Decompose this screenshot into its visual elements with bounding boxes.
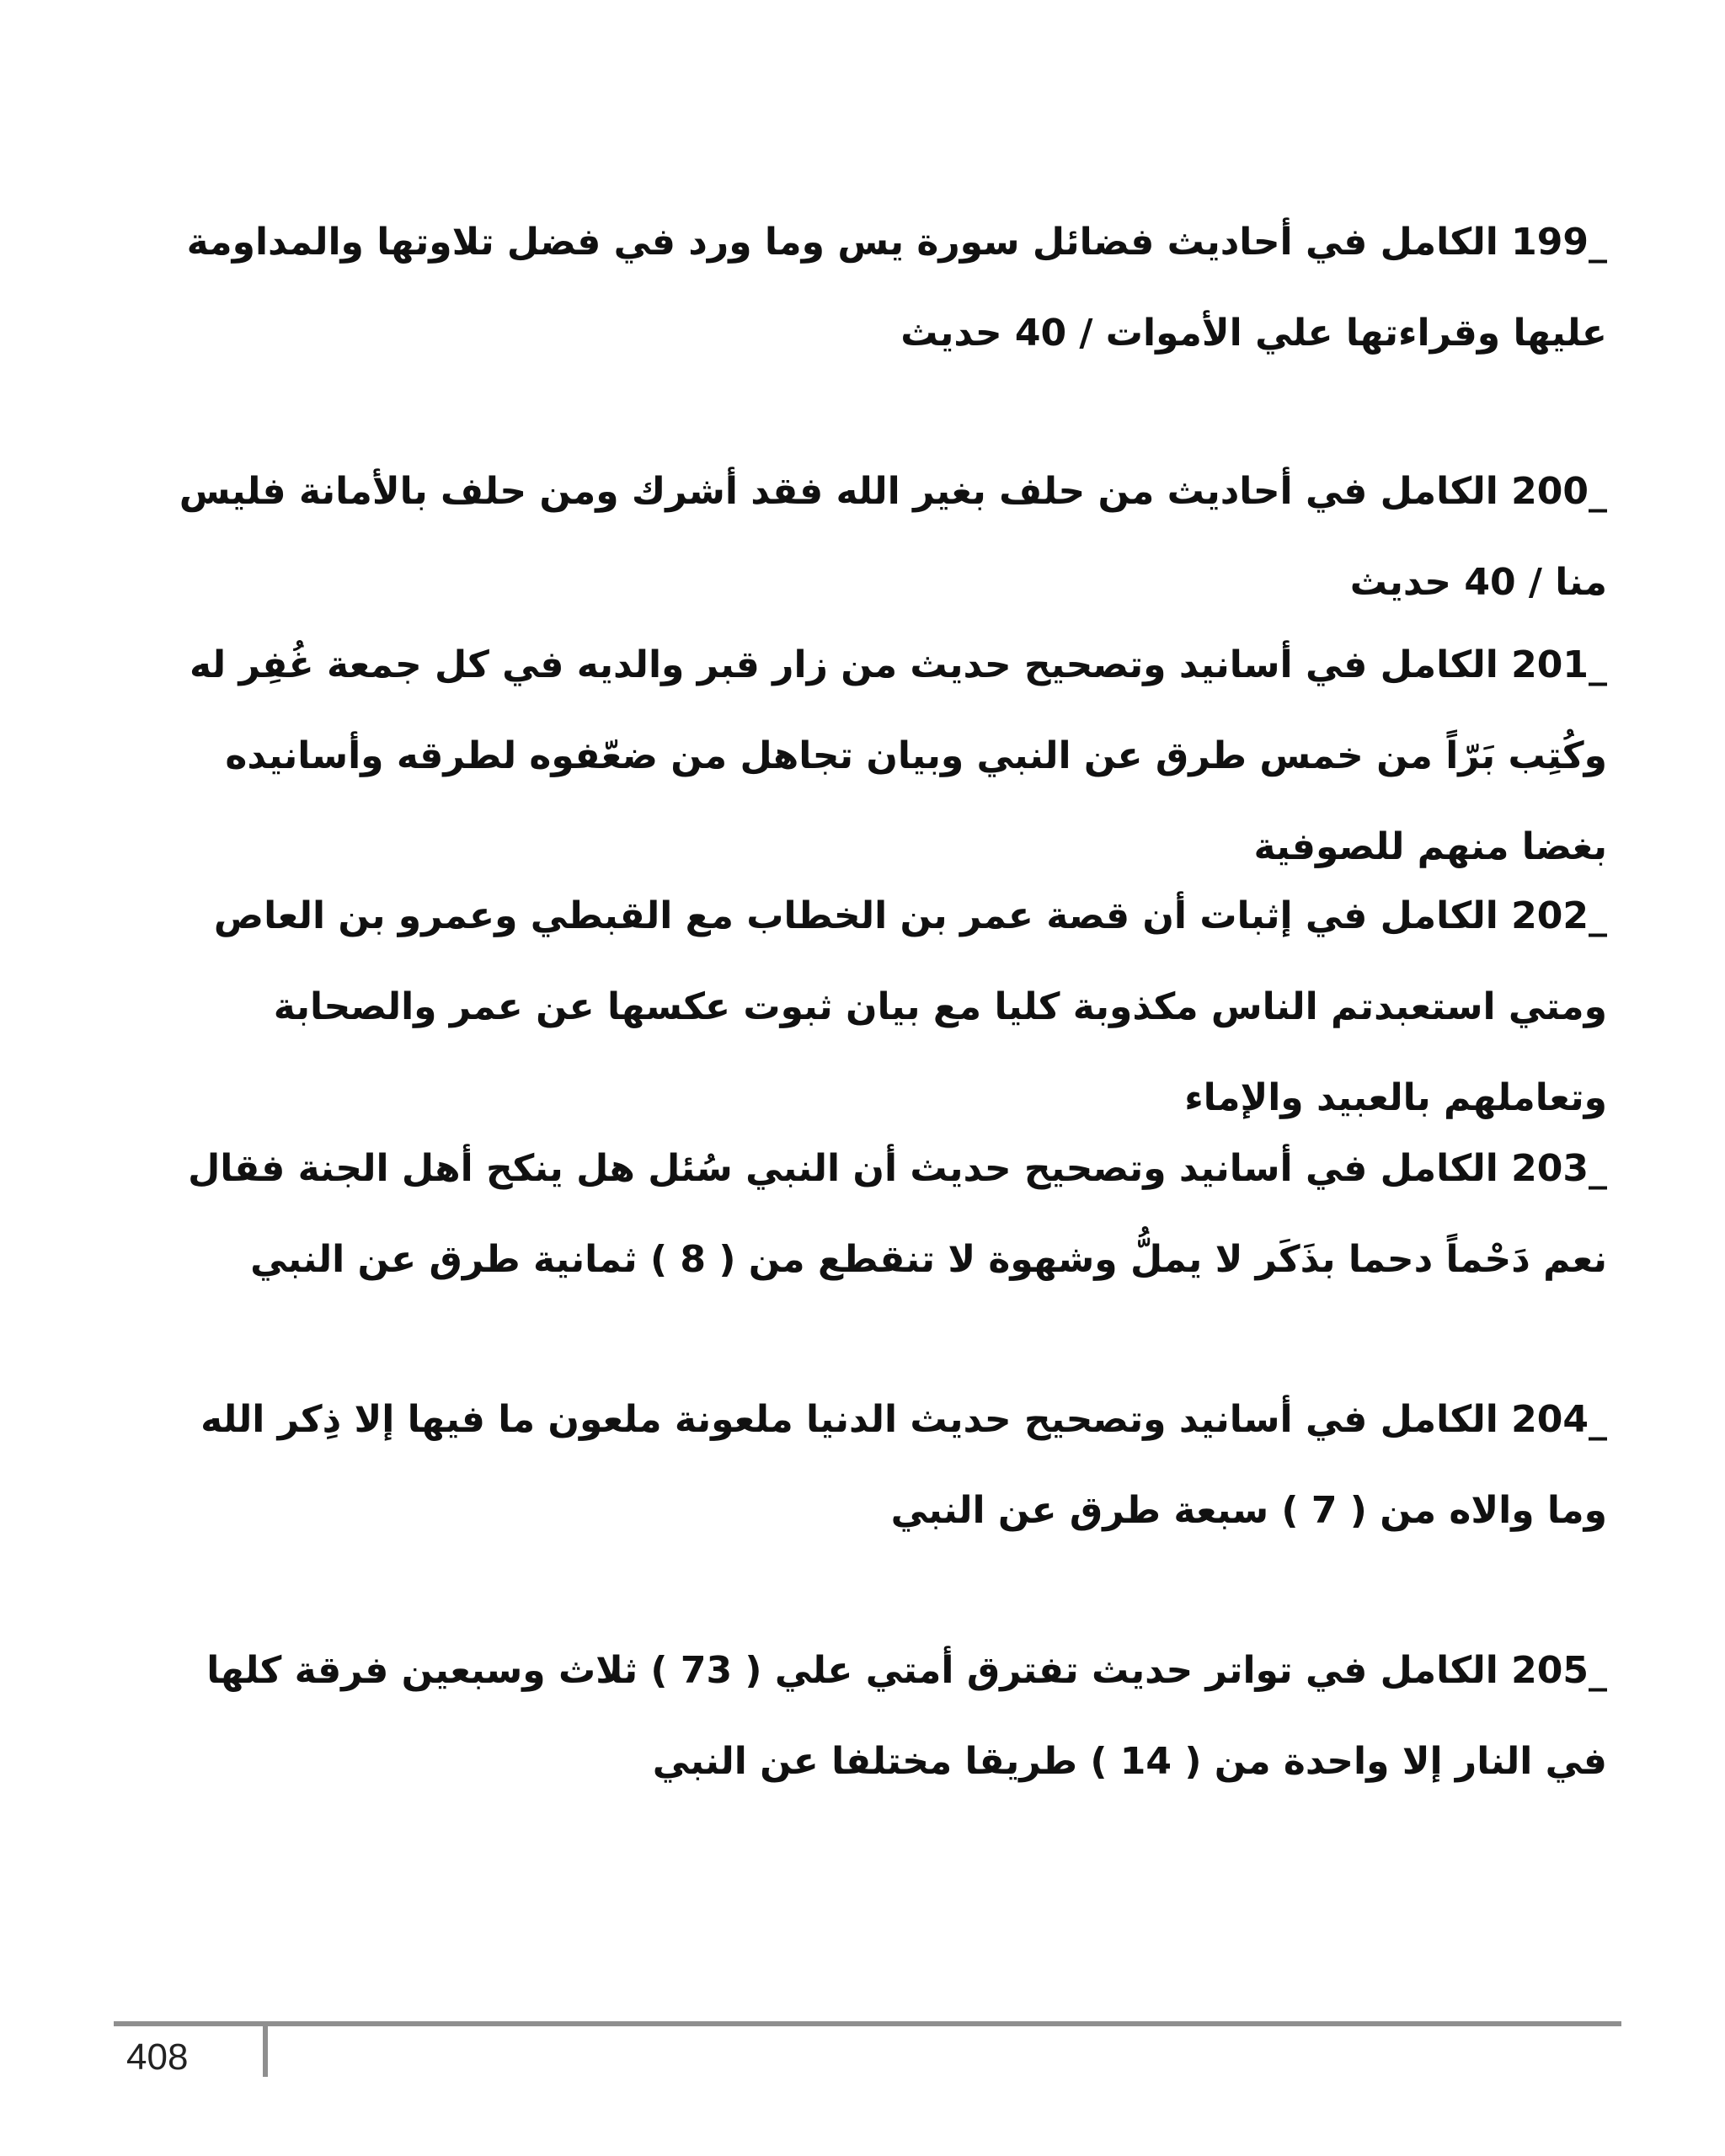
entry-202 — [142, 871, 1607, 1144]
entry-number: 202_ — [1511, 894, 1607, 937]
entry-number: 200_ — [1511, 470, 1607, 513]
page-number: 408 — [126, 2036, 189, 2078]
entry-number: 203_ — [1511, 1147, 1607, 1190]
entry-203 — [142, 1123, 1607, 1305]
entry-number: 204_ — [1511, 1398, 1607, 1441]
entry-205 — [142, 1625, 1607, 1807]
entry-number: 205_ — [1511, 1649, 1607, 1692]
entry-text: الكامل في أحاديث فضائل سورة يس وما ورد في فضل تلاوتها والمداومة عليها وقراءتها علي الأموات / 40 حديث — [186, 221, 1607, 355]
entry-200 — [142, 446, 1607, 628]
entry-201 — [142, 620, 1607, 893]
entry-text: الكامل في أسانيد وتصحيح حديث الدنيا ملعونة ملعون ما فيها إلا ذِكر الله وما والاه من ( 7 ) سبعة طرق عن النبي — [200, 1398, 1607, 1532]
footer-divider — [263, 2025, 268, 2077]
entry-204 — [142, 1374, 1607, 1556]
entry-text: الكامل في إثبات أن قصة عمر بن الخطاب مع القبطي وعمرو بن العاص ومتي استعبدتم الناس مكذوبة كليا مع بيان ثبوت عكسها عن عمر والصحابة وتعاملهم بالعبيد والإماء — [213, 894, 1607, 1119]
entry-text: الكامل في أسانيد وتصحيح حديث من زار قبر والديه في كل جمعة غُفِر له وكُتِب بَرّاً من خمس طرق عن النبي وبيان تجاهل من ضعّفوه لطرقه وأسانيده بغضا منهم للصوفية — [190, 643, 1607, 868]
entry-number: 201_ — [1511, 643, 1607, 686]
entry-text: الكامل في أسانيد وتصحيح حديث أن النبي سُئل هل ينكح أهل الجنة فقال نعم دَحْماً دحما بذَكَر لا يملُّ وشهوة لا تنقطع من ( 8 ) ثمانية طرق عن النبي — [188, 1147, 1607, 1281]
entry-text: الكامل في تواتر حديث تفترق أمتي علي ( 73 ) ثلاث وسبعين فرقة كلها في النار إلا واحدة من ( 14 ) طريقا مختلفا عن النبي — [206, 1649, 1607, 1783]
entry-number: 199_ — [1511, 221, 1607, 264]
footer-rule — [114, 2021, 1621, 2026]
entry-199 — [142, 197, 1607, 379]
entry-text: الكامل في أحاديث من حلف بغير الله فقد أشرك ومن حلف بالأمانة فليس منا / 40 حديث — [179, 470, 1607, 604]
